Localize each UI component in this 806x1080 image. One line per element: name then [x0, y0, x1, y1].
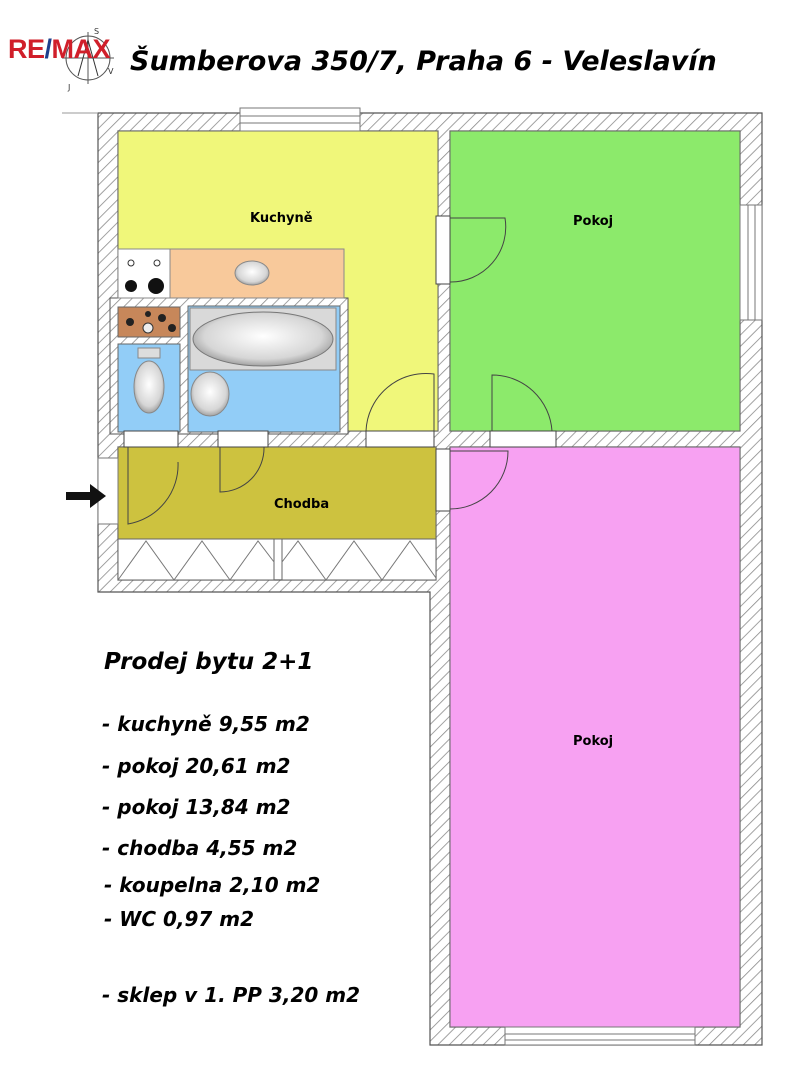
area-item-cellar: - sklep v 1. PP 3,20 m2: [102, 983, 360, 1007]
room-label-room-top: Pokoj: [573, 214, 614, 229]
room-label-corridor: Chodba: [274, 497, 330, 512]
washbasin: [191, 372, 229, 416]
page-title: Šumberova 350/7, Praha 6 - Veleslavín: [130, 46, 717, 77]
area-item-room-1: - pokoj 20,61 m2: [102, 754, 291, 778]
remax-logo: RE/MAX: [8, 34, 111, 64]
room-label-kitchen: Kuchyně: [250, 211, 313, 226]
area-item-corridor: - chodba 4,55 m2: [102, 836, 298, 860]
area-item-bathroom: - koupelna 2,10 m2: [104, 873, 321, 897]
kitchen-sink: [235, 261, 269, 285]
sale-heading: Prodej bytu 2+1: [104, 649, 314, 675]
area-item-room-2: - pokoj 13,84 m2: [102, 795, 291, 819]
area-item-wc: - WC 0,97 m2: [104, 907, 255, 931]
wardrobes: [118, 539, 436, 580]
compass-south: J: [68, 83, 71, 92]
compass-east: V: [108, 67, 114, 76]
room-label-room-large: Pokoj: [573, 734, 614, 749]
corridor-room: [118, 447, 436, 539]
toilet: [134, 361, 164, 413]
compass-north: S: [94, 27, 100, 36]
room-top-right: [450, 131, 740, 431]
area-item-kitchen: - kuchyně 9,55 m2: [102, 712, 310, 736]
